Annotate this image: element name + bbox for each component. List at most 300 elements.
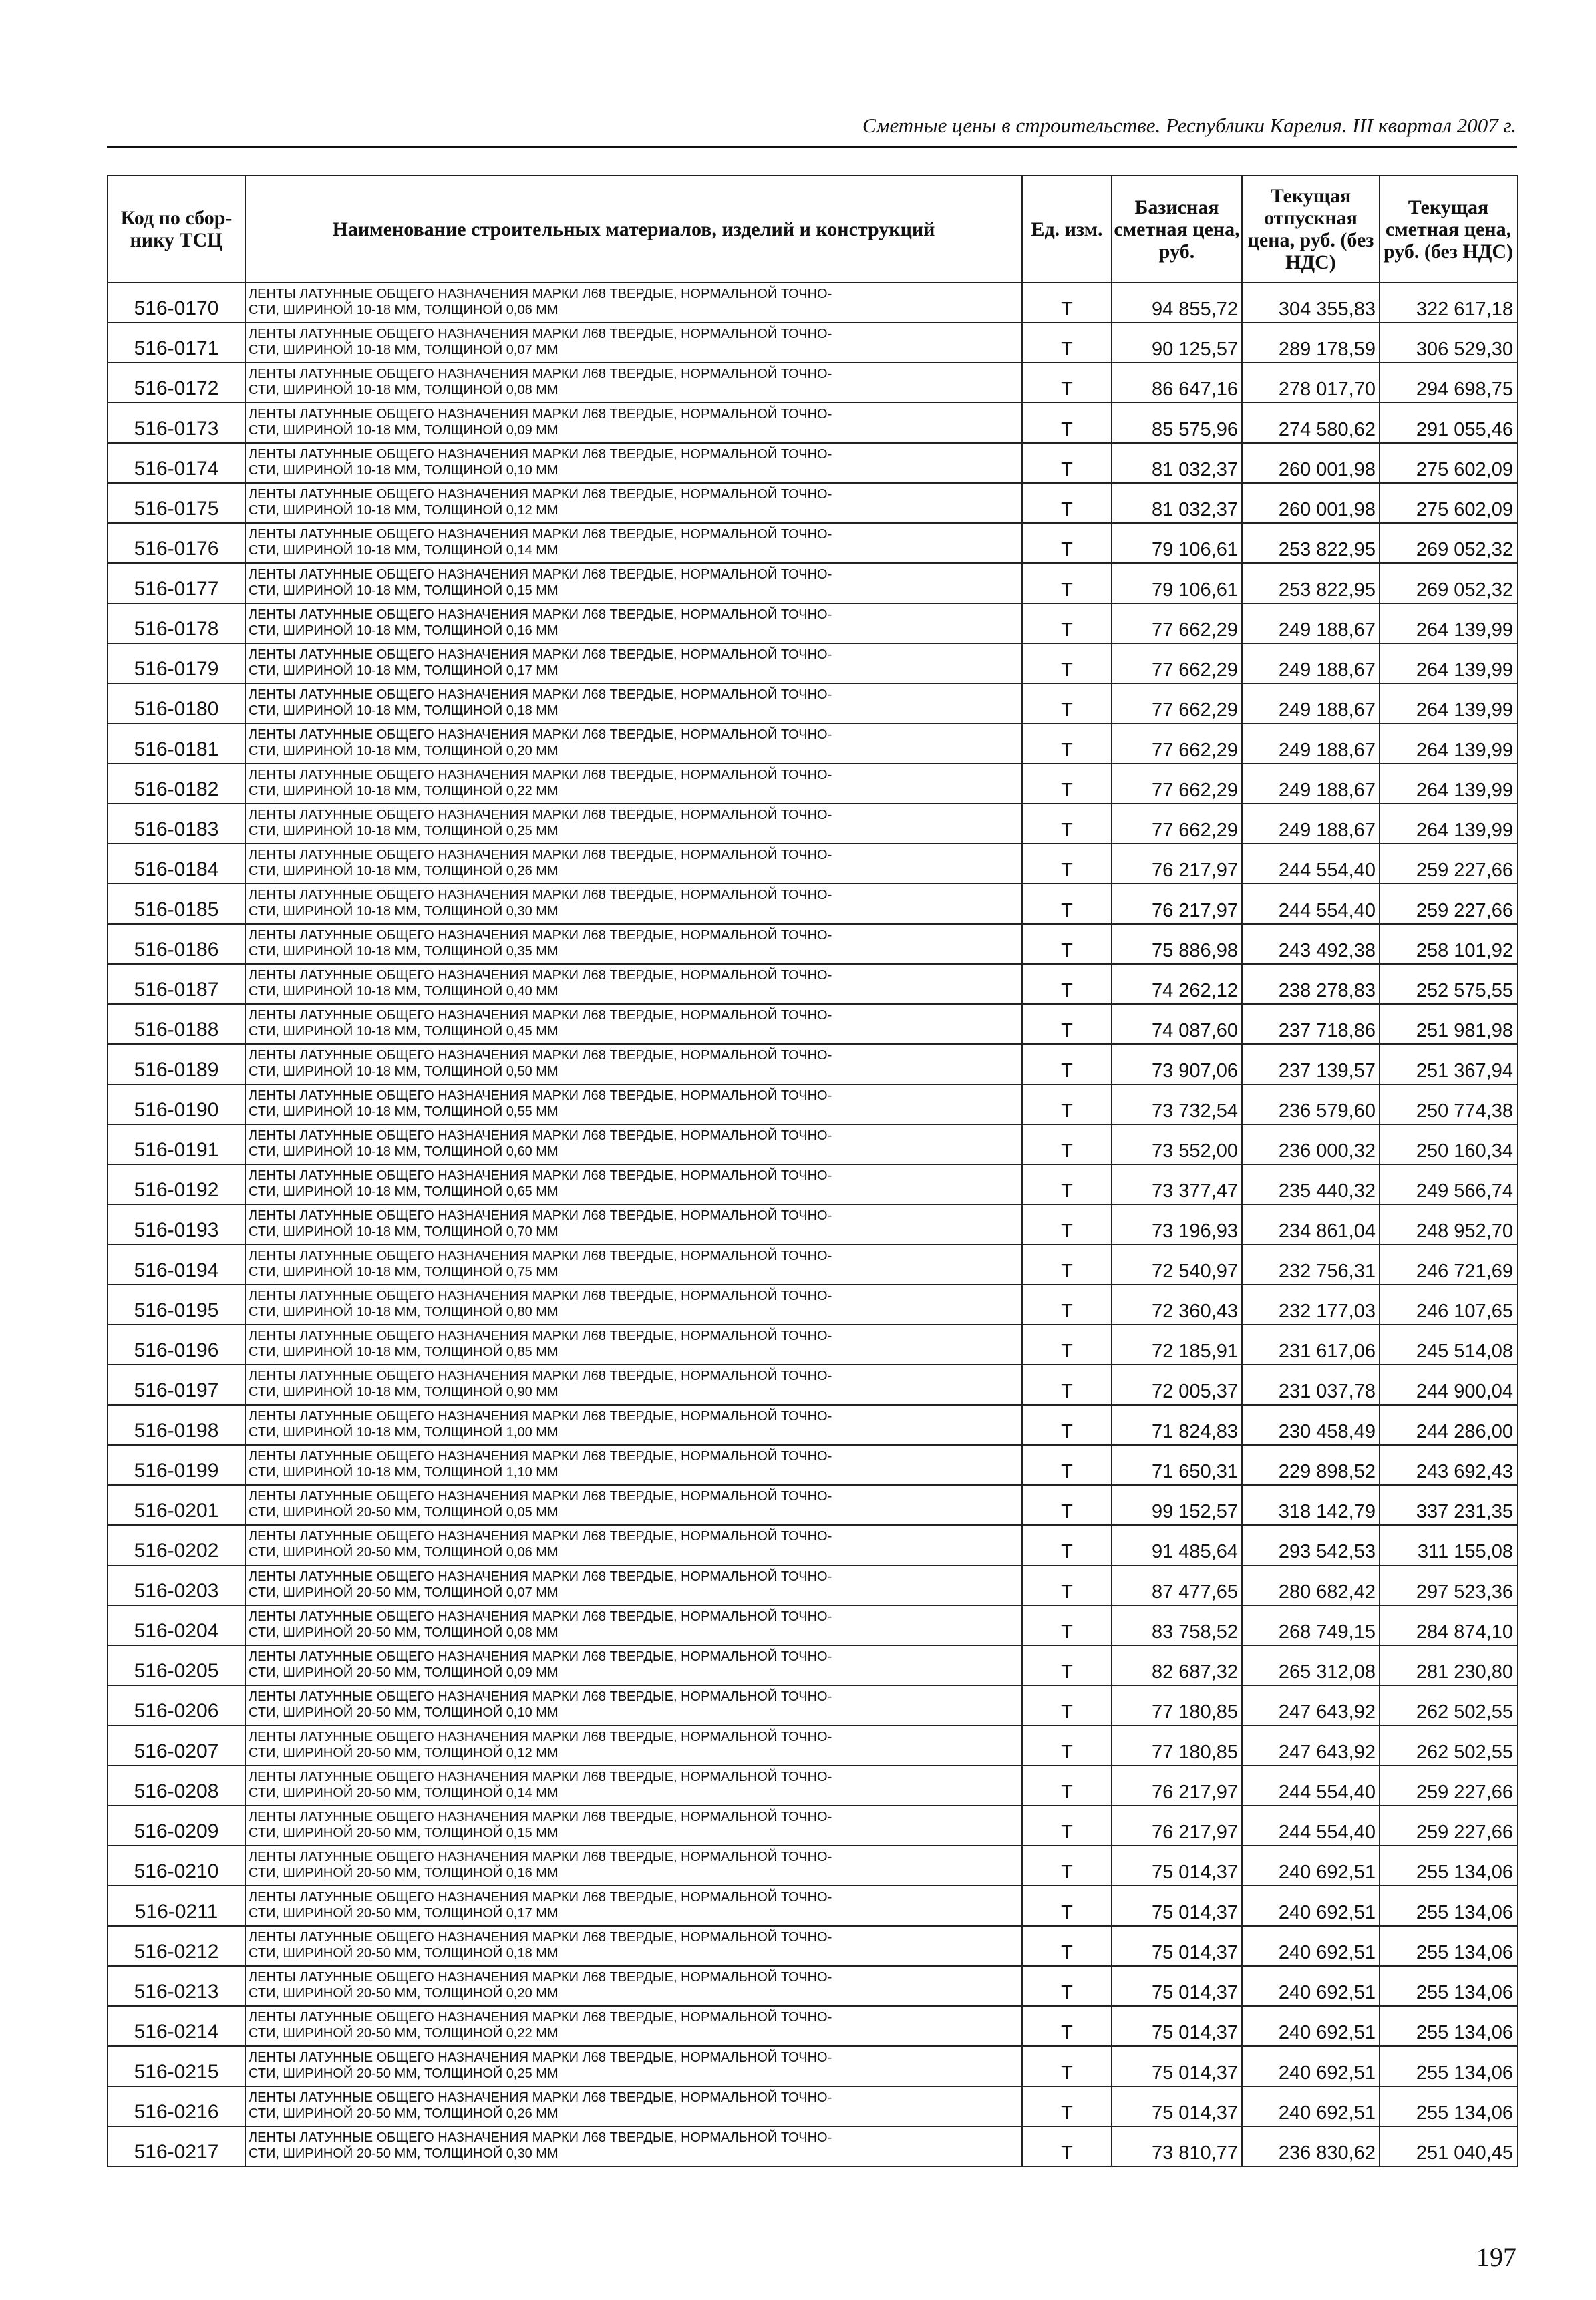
table-row bbox=[108, 443, 1517, 483]
cell-unit: Т bbox=[1022, 1806, 1112, 1846]
table-row bbox=[108, 1164, 1517, 1204]
cell-release-price: 249 188,67 bbox=[1242, 603, 1380, 643]
cell-name bbox=[245, 1405, 1022, 1445]
price-table bbox=[107, 175, 1518, 2167]
cell-base-price: 76 217,97 bbox=[1112, 844, 1242, 884]
table-row bbox=[108, 1285, 1517, 1325]
cell-name bbox=[245, 363, 1022, 403]
cell-base-price: 75 014,37 bbox=[1112, 1886, 1242, 1926]
table-row bbox=[108, 1886, 1517, 1926]
cell-estimate-price: 264 139,99 bbox=[1380, 683, 1517, 723]
table-row bbox=[108, 2046, 1517, 2086]
cell-name-line1: ЛЕНТЫ ЛАТУННЫЕ ОБЩЕГО НАЗНАЧЕНИЯ МАРКИ Л68 ТВЕРДЫЕ, НОРМАЛЬНОЙ ТОЧНО- bbox=[249, 486, 832, 502]
table-header-row bbox=[108, 176, 1517, 283]
table-row bbox=[108, 1966, 1517, 2006]
cell-code: 516-0191 bbox=[108, 1124, 245, 1164]
table-row bbox=[108, 1645, 1517, 1685]
cell-release-price: 240 692,51 bbox=[1242, 2006, 1380, 2046]
cell-name-line2: СТИ, ШИРИНОЙ 20-50 ММ, ТОЛЩИНОЙ 0,17 ММ bbox=[249, 1905, 558, 1921]
cell-name-line2: СТИ, ШИРИНОЙ 10-18 ММ, ТОЛЩИНОЙ 0,40 ММ bbox=[249, 983, 558, 999]
table-row bbox=[108, 1926, 1517, 1966]
cell-base-price: 79 106,61 bbox=[1112, 523, 1242, 563]
cell-code: 516-0181 bbox=[108, 723, 245, 764]
cell-name bbox=[245, 1525, 1022, 1565]
cell-release-price: 260 001,98 bbox=[1242, 483, 1380, 523]
cell-code: 516-0175 bbox=[108, 483, 245, 523]
cell-estimate-price: 243 692,43 bbox=[1380, 1445, 1517, 1485]
cell-base-price: 73 552,00 bbox=[1112, 1124, 1242, 1164]
cell-name bbox=[245, 643, 1022, 683]
cell-name bbox=[245, 323, 1022, 363]
cell-release-price: 236 000,32 bbox=[1242, 1124, 1380, 1164]
cell-release-price: 238 278,83 bbox=[1242, 964, 1380, 1004]
cell-estimate-price: 275 602,09 bbox=[1380, 443, 1517, 483]
cell-code: 516-0210 bbox=[108, 1846, 245, 1886]
cell-name-line2: СТИ, ШИРИНОЙ 20-50 ММ, ТОЛЩИНОЙ 0,07 ММ bbox=[249, 1585, 558, 1600]
cell-name-line2: СТИ, ШИРИНОЙ 10-18 ММ, ТОЛЩИНОЙ 0,26 ММ bbox=[249, 863, 558, 878]
cell-estimate-price: 259 227,66 bbox=[1380, 884, 1517, 924]
cell-base-price: 87 477,65 bbox=[1112, 1565, 1242, 1605]
cell-name bbox=[245, 1124, 1022, 1164]
cell-name bbox=[245, 1605, 1022, 1645]
cell-unit: Т bbox=[1022, 1285, 1112, 1325]
table-row bbox=[108, 1525, 1517, 1565]
table-row bbox=[108, 1004, 1517, 1044]
cell-name-line2: СТИ, ШИРИНОЙ 20-50 ММ, ТОЛЩИНОЙ 0,08 ММ bbox=[249, 1625, 558, 1640]
table-row bbox=[108, 323, 1517, 363]
cell-unit: Т bbox=[1022, 443, 1112, 483]
cell-name-line1: ЛЕНТЫ ЛАТУННЫЕ ОБЩЕГО НАЗНАЧЕНИЯ МАРКИ Л68 ТВЕРДЫЕ, НОРМАЛЬНОЙ ТОЧНО- bbox=[249, 1769, 832, 1784]
cell-estimate-price: 262 502,55 bbox=[1380, 1726, 1517, 1766]
cell-code: 516-0207 bbox=[108, 1726, 245, 1766]
cell-name bbox=[245, 1645, 1022, 1685]
cell-name bbox=[245, 563, 1022, 603]
cell-unit: Т bbox=[1022, 1004, 1112, 1044]
cell-code: 516-0202 bbox=[108, 1525, 245, 1565]
cell-name bbox=[245, 1285, 1022, 1325]
cell-name bbox=[245, 1164, 1022, 1204]
cell-code: 516-0183 bbox=[108, 804, 245, 844]
cell-unit: Т bbox=[1022, 844, 1112, 884]
cell-name-line1: ЛЕНТЫ ЛАТУННЫЕ ОБЩЕГО НАЗНАЧЕНИЯ МАРКИ Л68 ТВЕРДЫЕ, НОРМАЛЬНОЙ ТОЧНО- bbox=[249, 446, 832, 462]
cell-estimate-price: 264 139,99 bbox=[1380, 764, 1517, 804]
cell-estimate-price: 250 160,34 bbox=[1380, 1124, 1517, 1164]
cell-code: 516-0179 bbox=[108, 643, 245, 683]
column-header-code: Код по сбор-нику ТСЦ bbox=[108, 176, 245, 283]
cell-estimate-price: 255 134,06 bbox=[1380, 1886, 1517, 1926]
cell-name-line2: СТИ, ШИРИНОЙ 10-18 ММ, ТОЛЩИНОЙ 1,00 ММ bbox=[249, 1424, 558, 1440]
cell-name bbox=[245, 1926, 1022, 1966]
cell-unit: Т bbox=[1022, 764, 1112, 804]
cell-name bbox=[245, 1084, 1022, 1124]
cell-name bbox=[245, 723, 1022, 764]
cell-name-line1: ЛЕНТЫ ЛАТУННЫЕ ОБЩЕГО НАЗНАЧЕНИЯ МАРКИ Л68 ТВЕРДЫЕ, НОРМАЛЬНОЙ ТОЧНО- bbox=[249, 1609, 832, 1624]
cell-estimate-price: 244 900,04 bbox=[1380, 1365, 1517, 1405]
cell-name-line1: ЛЕНТЫ ЛАТУННЫЕ ОБЩЕГО НАЗНАЧЕНИЯ МАРКИ Л68 ТВЕРДЫЕ, НОРМАЛЬНОЙ ТОЧНО- bbox=[249, 1569, 832, 1584]
cell-release-price: 318 142,79 bbox=[1242, 1485, 1380, 1525]
cell-estimate-price: 264 139,99 bbox=[1380, 603, 1517, 643]
cell-name-line2: СТИ, ШИРИНОЙ 10-18 ММ, ТОЛЩИНОЙ 0,15 ММ bbox=[249, 583, 558, 598]
cell-name-line1: ЛЕНТЫ ЛАТУННЫЕ ОБЩЕГО НАЗНАЧЕНИЯ МАРКИ Л68 ТВЕРДЫЕ, НОРМАЛЬНОЙ ТОЧНО- bbox=[249, 566, 832, 582]
cell-name bbox=[245, 1886, 1022, 1926]
cell-estimate-price: 249 566,74 bbox=[1380, 1164, 1517, 1204]
cell-name-line1: ЛЕНТЫ ЛАТУННЫЕ ОБЩЕГО НАЗНАЧЕНИЯ МАРКИ Л68 ТВЕРДЫЕ, НОРМАЛЬНОЙ ТОЧНО- bbox=[249, 1969, 832, 1985]
cell-estimate-price: 246 721,69 bbox=[1380, 1245, 1517, 1285]
cell-name-line2: СТИ, ШИРИНОЙ 10-18 ММ, ТОЛЩИНОЙ 0,85 ММ bbox=[249, 1344, 558, 1359]
cell-name bbox=[245, 523, 1022, 563]
table-row bbox=[108, 1245, 1517, 1285]
cell-code: 516-0197 bbox=[108, 1365, 245, 1405]
cell-name bbox=[245, 683, 1022, 723]
cell-estimate-price: 306 529,30 bbox=[1380, 323, 1517, 363]
cell-name-line2: СТИ, ШИРИНОЙ 10-18 ММ, ТОЛЩИНОЙ 0,16 ММ bbox=[249, 623, 558, 638]
cell-estimate-price: 311 155,08 bbox=[1380, 1525, 1517, 1565]
cell-release-price: 249 188,67 bbox=[1242, 764, 1380, 804]
cell-code: 516-0180 bbox=[108, 683, 245, 723]
cell-name bbox=[245, 1726, 1022, 1766]
cell-estimate-price: 255 134,06 bbox=[1380, 1846, 1517, 1886]
table-row bbox=[108, 1685, 1517, 1726]
cell-release-price: 235 440,32 bbox=[1242, 1164, 1380, 1204]
cell-estimate-price: 255 134,06 bbox=[1380, 2006, 1517, 2046]
cell-code: 516-0212 bbox=[108, 1926, 245, 1966]
cell-name-line1: ЛЕНТЫ ЛАТУННЫЕ ОБЩЕГО НАЗНАЧЕНИЯ МАРКИ Л68 ТВЕРДЫЕ, НОРМАЛЬНОЙ ТОЧНО- bbox=[249, 1448, 832, 1464]
cell-name-line1: ЛЕНТЫ ЛАТУННЫЕ ОБЩЕГО НАЗНАЧЕНИЯ МАРКИ Л68 ТВЕРДЫЕ, НОРМАЛЬНОЙ ТОЧНО- bbox=[249, 1328, 832, 1343]
cell-unit: Т bbox=[1022, 1445, 1112, 1485]
cell-name-line2: СТИ, ШИРИНОЙ 20-50 ММ, ТОЛЩИНОЙ 0,25 ММ bbox=[249, 2066, 558, 2081]
cell-code: 516-0172 bbox=[108, 363, 245, 403]
cell-name-line2: СТИ, ШИРИНОЙ 20-50 ММ, ТОЛЩИНОЙ 0,05 ММ bbox=[249, 1504, 558, 1520]
cell-name bbox=[245, 1966, 1022, 2006]
cell-code: 516-0192 bbox=[108, 1164, 245, 1204]
cell-name-line2: СТИ, ШИРИНОЙ 20-50 ММ, ТОЛЩИНОЙ 0,14 ММ bbox=[249, 1785, 558, 1800]
cell-name-line1: ЛЕНТЫ ЛАТУННЫЕ ОБЩЕГО НАЗНАЧЕНИЯ МАРКИ Л68 ТВЕРДЫЕ, НОРМАЛЬНОЙ ТОЧНО- bbox=[249, 2049, 832, 2065]
cell-release-price: 280 682,42 bbox=[1242, 1565, 1380, 1605]
cell-name-line2: СТИ, ШИРИНОЙ 20-50 ММ, ТОЛЩИНОЙ 0,10 ММ bbox=[249, 1705, 558, 1720]
cell-name-line1: ЛЕНТЫ ЛАТУННЫЕ ОБЩЕГО НАЗНАЧЕНИЯ МАРКИ Л68 ТВЕРДЫЕ, НОРМАЛЬНОЙ ТОЧНО- bbox=[249, 647, 832, 662]
cell-name bbox=[245, 1685, 1022, 1726]
cell-release-price: 268 749,15 bbox=[1242, 1605, 1380, 1645]
cell-estimate-price: 255 134,06 bbox=[1380, 2086, 1517, 2126]
cell-base-price: 71 824,83 bbox=[1112, 1405, 1242, 1445]
cell-code: 516-0173 bbox=[108, 403, 245, 443]
cell-name-line2: СТИ, ШИРИНОЙ 20-50 ММ, ТОЛЩИНОЙ 0,06 ММ bbox=[249, 1544, 558, 1560]
cell-code: 516-0194 bbox=[108, 1245, 245, 1285]
cell-name-line2: СТИ, ШИРИНОЙ 10-18 ММ, ТОЛЩИНОЙ 0,70 ММ bbox=[249, 1224, 558, 1239]
cell-name bbox=[245, 283, 1022, 323]
cell-unit: Т bbox=[1022, 323, 1112, 363]
cell-name-line2: СТИ, ШИРИНОЙ 20-50 ММ, ТОЛЩИНОЙ 0,26 ММ bbox=[249, 2106, 558, 2121]
cell-unit: Т bbox=[1022, 1245, 1112, 1285]
table-row bbox=[108, 1445, 1517, 1485]
cell-name-line1: ЛЕНТЫ ЛАТУННЫЕ ОБЩЕГО НАЗНАЧЕНИЯ МАРКИ Л68 ТВЕРДЫЕ, НОРМАЛЬНОЙ ТОЧНО- bbox=[249, 2009, 832, 2025]
cell-unit: Т bbox=[1022, 1325, 1112, 1365]
cell-code: 516-0208 bbox=[108, 1766, 245, 1806]
cell-release-price: 236 830,62 bbox=[1242, 2126, 1380, 2166]
cell-name-line2: СТИ, ШИРИНОЙ 10-18 ММ, ТОЛЩИНОЙ 0,35 ММ bbox=[249, 943, 558, 959]
cell-code: 516-0170 bbox=[108, 283, 245, 323]
table-row bbox=[108, 1124, 1517, 1164]
cell-estimate-price: 248 952,70 bbox=[1380, 1204, 1517, 1245]
cell-unit: Т bbox=[1022, 964, 1112, 1004]
cell-unit: Т bbox=[1022, 1645, 1112, 1685]
cell-name-line1: ЛЕНТЫ ЛАТУННЫЕ ОБЩЕГО НАЗНАЧЕНИЯ МАРКИ Л68 ТВЕРДЫЕ, НОРМАЛЬНОЙ ТОЧНО- bbox=[249, 2130, 832, 2145]
cell-name bbox=[245, 804, 1022, 844]
cell-base-price: 75 014,37 bbox=[1112, 1846, 1242, 1886]
cell-estimate-price: 281 230,80 bbox=[1380, 1645, 1517, 1685]
cell-estimate-price: 251 040,45 bbox=[1380, 2126, 1517, 2166]
cell-base-price: 73 732,54 bbox=[1112, 1084, 1242, 1124]
cell-release-price: 240 692,51 bbox=[1242, 2046, 1380, 2086]
cell-release-price: 244 554,40 bbox=[1242, 884, 1380, 924]
cell-release-price: 244 554,40 bbox=[1242, 844, 1380, 884]
cell-estimate-price: 250 774,38 bbox=[1380, 1084, 1517, 1124]
cell-code: 516-0177 bbox=[108, 563, 245, 603]
cell-estimate-price: 262 502,55 bbox=[1380, 1685, 1517, 1726]
cell-name-line1: ЛЕНТЫ ЛАТУННЫЕ ОБЩЕГО НАЗНАЧЕНИЯ МАРКИ Л68 ТВЕРДЫЕ, НОРМАЛЬНОЙ ТОЧНО- bbox=[249, 326, 832, 341]
cell-unit: Т bbox=[1022, 1846, 1112, 1886]
cell-name-line1: ЛЕНТЫ ЛАТУННЫЕ ОБЩЕГО НАЗНАЧЕНИЯ МАРКИ Л68 ТВЕРДЫЕ, НОРМАЛЬНОЙ ТОЧНО- bbox=[249, 1528, 832, 1544]
cell-name-line2: СТИ, ШИРИНОЙ 10-18 ММ, ТОЛЩИНОЙ 0,75 ММ bbox=[249, 1264, 558, 1279]
cell-name-line1: ЛЕНТЫ ЛАТУННЫЕ ОБЩЕГО НАЗНАЧЕНИЯ МАРКИ Л68 ТВЕРДЫЕ, НОРМАЛЬНОЙ ТОЧНО- bbox=[249, 1168, 832, 1183]
cell-name-line2: СТИ, ШИРИНОЙ 10-18 ММ, ТОЛЩИНОЙ 0,30 ММ bbox=[249, 903, 558, 919]
cell-name-line2: СТИ, ШИРИНОЙ 10-18 ММ, ТОЛЩИНОЙ 0,60 ММ bbox=[249, 1144, 558, 1159]
cell-unit: Т bbox=[1022, 884, 1112, 924]
cell-base-price: 71 650,31 bbox=[1112, 1445, 1242, 1485]
cell-unit: Т bbox=[1022, 2006, 1112, 2046]
cell-name-line1: ЛЕНТЫ ЛАТУННЫЕ ОБЩЕГО НАЗНАЧЕНИЯ МАРКИ Л68 ТВЕРДЫЕ, НОРМАЛЬНОЙ ТОЧНО- bbox=[249, 1248, 832, 1263]
cell-estimate-price: 251 367,94 bbox=[1380, 1044, 1517, 1084]
cell-unit: Т bbox=[1022, 363, 1112, 403]
cell-name bbox=[245, 1365, 1022, 1405]
cell-unit: Т bbox=[1022, 683, 1112, 723]
cell-estimate-price: 337 231,35 bbox=[1380, 1485, 1517, 1525]
cell-base-price: 99 152,57 bbox=[1112, 1485, 1242, 1525]
cell-release-price: 232 177,03 bbox=[1242, 1285, 1380, 1325]
cell-name-line2: СТИ, ШИРИНОЙ 10-18 ММ, ТОЛЩИНОЙ 0,10 ММ bbox=[249, 462, 558, 478]
table-row bbox=[108, 1726, 1517, 1766]
cell-code: 516-0211 bbox=[108, 1886, 245, 1926]
cell-name bbox=[245, 1445, 1022, 1485]
cell-name bbox=[245, 764, 1022, 804]
cell-name bbox=[245, 1846, 1022, 1886]
cell-unit: Т bbox=[1022, 1685, 1112, 1726]
cell-base-price: 74 087,60 bbox=[1112, 1004, 1242, 1044]
cell-base-price: 91 485,64 bbox=[1112, 1525, 1242, 1565]
cell-release-price: 237 139,57 bbox=[1242, 1044, 1380, 1084]
cell-name-line1: ЛЕНТЫ ЛАТУННЫЕ ОБЩЕГО НАЗНАЧЕНИЯ МАРКИ Л68 ТВЕРДЫЕ, НОРМАЛЬНОЙ ТОЧНО- bbox=[249, 1809, 832, 1824]
cell-name bbox=[245, 403, 1022, 443]
cell-base-price: 77 180,85 bbox=[1112, 1726, 1242, 1766]
table-row bbox=[108, 804, 1517, 844]
cell-name-line1: ЛЕНТЫ ЛАТУННЫЕ ОБЩЕГО НАЗНАЧЕНИЯ МАРКИ Л68 ТВЕРДЫЕ, НОРМАЛЬНОЙ ТОЧНО- bbox=[249, 1088, 832, 1103]
cell-code: 516-0214 bbox=[108, 2006, 245, 2046]
table-row bbox=[108, 2006, 1517, 2046]
cell-name-line2: СТИ, ШИРИНОЙ 20-50 ММ, ТОЛЩИНОЙ 0,16 ММ bbox=[249, 1865, 558, 1880]
cell-unit: Т bbox=[1022, 563, 1112, 603]
cell-name-line1: ЛЕНТЫ ЛАТУННЫЕ ОБЩЕГО НАЗНАЧЕНИЯ МАРКИ Л68 ТВЕРДЫЕ, НОРМАЛЬНОЙ ТОЧНО- bbox=[249, 887, 832, 902]
table-row bbox=[108, 1365, 1517, 1405]
column-header-base-price: Базисная сметная цена, руб. bbox=[1112, 176, 1242, 283]
table-row bbox=[108, 1565, 1517, 1605]
cell-name-line2: СТИ, ШИРИНОЙ 20-50 ММ, ТОЛЩИНОЙ 0,30 ММ bbox=[249, 2146, 558, 2161]
cell-code: 516-0182 bbox=[108, 764, 245, 804]
cell-name-line1: ЛЕНТЫ ЛАТУННЫЕ ОБЩЕГО НАЗНАЧЕНИЯ МАРКИ Л68 ТВЕРДЫЕ, НОРМАЛЬНОЙ ТОЧНО- bbox=[249, 727, 832, 742]
cell-name-line1: ЛЕНТЫ ЛАТУННЫЕ ОБЩЕГО НАЗНАЧЕНИЯ МАРКИ Л68 ТВЕРДЫЕ, НОРМАЛЬНОЙ ТОЧНО- bbox=[249, 286, 832, 301]
cell-name bbox=[245, 1204, 1022, 1245]
cell-unit: Т bbox=[1022, 403, 1112, 443]
table-row bbox=[108, 683, 1517, 723]
table-row bbox=[108, 2086, 1517, 2126]
cell-name bbox=[245, 1565, 1022, 1605]
cell-estimate-price: 259 227,66 bbox=[1380, 1806, 1517, 1846]
cell-release-price: 260 001,98 bbox=[1242, 443, 1380, 483]
cell-base-price: 77 662,29 bbox=[1112, 683, 1242, 723]
cell-unit: Т bbox=[1022, 2046, 1112, 2086]
cell-base-price: 73 196,93 bbox=[1112, 1204, 1242, 1245]
cell-code: 516-0184 bbox=[108, 844, 245, 884]
cell-name bbox=[245, 1485, 1022, 1525]
cell-release-price: 240 692,51 bbox=[1242, 1926, 1380, 1966]
table-row bbox=[108, 563, 1517, 603]
cell-name-line1: ЛЕНТЫ ЛАТУННЫЕ ОБЩЕГО НАЗНАЧЕНИЯ МАРКИ Л68 ТВЕРДЫЕ, НОРМАЛЬНОЙ ТОЧНО- bbox=[249, 1849, 832, 1864]
cell-estimate-price: 297 523,36 bbox=[1380, 1565, 1517, 1605]
cell-unit: Т bbox=[1022, 603, 1112, 643]
cell-name bbox=[245, 1004, 1022, 1044]
cell-name-line2: СТИ, ШИРИНОЙ 20-50 ММ, ТОЛЩИНОЙ 0,22 ММ bbox=[249, 2025, 558, 2041]
cell-code: 516-0196 bbox=[108, 1325, 245, 1365]
cell-name-line2: СТИ, ШИРИНОЙ 10-18 ММ, ТОЛЩИНОЙ 0,55 ММ bbox=[249, 1104, 558, 1119]
cell-base-price: 86 647,16 bbox=[1112, 363, 1242, 403]
cell-unit: Т bbox=[1022, 643, 1112, 683]
cell-base-price: 72 185,91 bbox=[1112, 1325, 1242, 1365]
table-row bbox=[108, 1766, 1517, 1806]
cell-release-price: 237 718,86 bbox=[1242, 1004, 1380, 1044]
cell-name-line1: ЛЕНТЫ ЛАТУННЫЕ ОБЩЕГО НАЗНАЧЕНИЯ МАРКИ Л68 ТВЕРДЫЕ, НОРМАЛЬНОЙ ТОЧНО- bbox=[249, 1889, 832, 1905]
cell-base-price: 83 758,52 bbox=[1112, 1605, 1242, 1645]
cell-name-line2: СТИ, ШИРИНОЙ 10-18 ММ, ТОЛЩИНОЙ 0,07 ММ bbox=[249, 342, 558, 357]
cell-estimate-price: 251 981,98 bbox=[1380, 1004, 1517, 1044]
cell-base-price: 81 032,37 bbox=[1112, 443, 1242, 483]
cell-release-price: 230 458,49 bbox=[1242, 1405, 1380, 1445]
cell-code: 516-0187 bbox=[108, 964, 245, 1004]
cell-release-price: 278 017,70 bbox=[1242, 363, 1380, 403]
cell-base-price: 82 687,32 bbox=[1112, 1645, 1242, 1685]
cell-name-line2: СТИ, ШИРИНОЙ 10-18 ММ, ТОЛЩИНОЙ 0,20 ММ bbox=[249, 743, 558, 758]
cell-estimate-price: 291 055,46 bbox=[1380, 403, 1517, 443]
table-body bbox=[108, 283, 1517, 2166]
cell-code: 516-0216 bbox=[108, 2086, 245, 2126]
cell-name bbox=[245, 1245, 1022, 1285]
cell-base-price: 77 662,29 bbox=[1112, 643, 1242, 683]
cell-name-line1: ЛЕНТЫ ЛАТУННЫЕ ОБЩЕГО НАЗНАЧЕНИЯ МАРКИ Л68 ТВЕРДЫЕ, НОРМАЛЬНОЙ ТОЧНО- bbox=[249, 1929, 832, 1945]
cell-name-line2: СТИ, ШИРИНОЙ 10-18 ММ, ТОЛЩИНОЙ 1,10 ММ bbox=[249, 1464, 558, 1480]
cell-estimate-price: 264 139,99 bbox=[1380, 804, 1517, 844]
cell-unit: Т bbox=[1022, 283, 1112, 323]
cell-name-line2: СТИ, ШИРИНОЙ 10-18 ММ, ТОЛЩИНОЙ 0,65 ММ bbox=[249, 1184, 558, 1199]
cell-name-line1: ЛЕНТЫ ЛАТУННЫЕ ОБЩЕГО НАЗНАЧЕНИЯ МАРКИ Л68 ТВЕРДЫЕ, НОРМАЛЬНОЙ ТОЧНО- bbox=[249, 807, 832, 822]
header-rule bbox=[107, 146, 1517, 148]
cell-release-price: 244 554,40 bbox=[1242, 1766, 1380, 1806]
cell-name-line2: СТИ, ШИРИНОЙ 10-18 ММ, ТОЛЩИНОЙ 0,22 ММ bbox=[249, 783, 558, 798]
cell-unit: Т bbox=[1022, 1405, 1112, 1445]
cell-name-line1: ЛЕНТЫ ЛАТУННЫЕ ОБЩЕГО НАЗНАЧЕНИЯ МАРКИ Л68 ТВЕРДЫЕ, НОРМАЛЬНОЙ ТОЧНО- bbox=[249, 767, 832, 782]
cell-estimate-price: 246 107,65 bbox=[1380, 1285, 1517, 1325]
cell-release-price: 240 692,51 bbox=[1242, 1886, 1380, 1926]
cell-code: 516-0178 bbox=[108, 603, 245, 643]
cell-release-price: 229 898,52 bbox=[1242, 1445, 1380, 1485]
cell-name-line1: ЛЕНТЫ ЛАТУННЫЕ ОБЩЕГО НАЗНАЧЕНИЯ МАРКИ Л68 ТВЕРДЫЕ, НОРМАЛЬНОЙ ТОЧНО- bbox=[249, 927, 832, 943]
cell-name-line1: ЛЕНТЫ ЛАТУННЫЕ ОБЩЕГО НАЗНАЧЕНИЯ МАРКИ Л68 ТВЕРДЫЕ, НОРМАЛЬНОЙ ТОЧНО- bbox=[249, 1368, 832, 1383]
cell-name-line2: СТИ, ШИРИНОЙ 20-50 ММ, ТОЛЩИНОЙ 0,15 ММ bbox=[249, 1825, 558, 1840]
cell-estimate-price: 258 101,92 bbox=[1380, 924, 1517, 964]
cell-base-price: 75 014,37 bbox=[1112, 1926, 1242, 1966]
cell-name-line1: ЛЕНТЫ ЛАТУННЫЕ ОБЩЕГО НАЗНАЧЕНИЯ МАРКИ Л68 ТВЕРДЫЕ, НОРМАЛЬНОЙ ТОЧНО- bbox=[249, 1408, 832, 1424]
cell-name bbox=[245, 1766, 1022, 1806]
cell-base-price: 79 106,61 bbox=[1112, 563, 1242, 603]
cell-code: 516-0174 bbox=[108, 443, 245, 483]
cell-base-price: 76 217,97 bbox=[1112, 884, 1242, 924]
table-row bbox=[108, 1485, 1517, 1525]
cell-code: 516-0201 bbox=[108, 1485, 245, 1525]
cell-unit: Т bbox=[1022, 1124, 1112, 1164]
cell-code: 516-0204 bbox=[108, 1605, 245, 1645]
cell-release-price: 231 037,78 bbox=[1242, 1365, 1380, 1405]
table-row bbox=[108, 1846, 1517, 1886]
cell-estimate-price: 275 602,09 bbox=[1380, 483, 1517, 523]
table-row bbox=[108, 924, 1517, 964]
cell-estimate-price: 255 134,06 bbox=[1380, 1966, 1517, 2006]
cell-release-price: 253 822,95 bbox=[1242, 563, 1380, 603]
table-row bbox=[108, 1806, 1517, 1846]
cell-name-line2: СТИ, ШИРИНОЙ 10-18 ММ, ТОЛЩИНОЙ 0,80 ММ bbox=[249, 1304, 558, 1319]
cell-estimate-price: 284 874,10 bbox=[1380, 1605, 1517, 1645]
cell-code: 516-0199 bbox=[108, 1445, 245, 1485]
cell-name-line1: ЛЕНТЫ ЛАТУННЫЕ ОБЩЕГО НАЗНАЧЕНИЯ МАРКИ Л68 ТВЕРДЫЕ, НОРМАЛЬНОЙ ТОЧНО- bbox=[249, 2090, 832, 2105]
cell-code: 516-0209 bbox=[108, 1806, 245, 1846]
cell-base-price: 81 032,37 bbox=[1112, 483, 1242, 523]
cell-release-price: 244 554,40 bbox=[1242, 1806, 1380, 1846]
cell-unit: Т bbox=[1022, 523, 1112, 563]
table-row bbox=[108, 1405, 1517, 1445]
cell-base-price: 77 180,85 bbox=[1112, 1685, 1242, 1726]
cell-estimate-price: 294 698,75 bbox=[1380, 363, 1517, 403]
cell-code: 516-0189 bbox=[108, 1044, 245, 1084]
cell-unit: Т bbox=[1022, 1565, 1112, 1605]
table-row bbox=[108, 403, 1517, 443]
table-row bbox=[108, 844, 1517, 884]
cell-name-line1: ЛЕНТЫ ЛАТУННЫЕ ОБЩЕГО НАЗНАЧЕНИЯ МАРКИ Л68 ТВЕРДЫЕ, НОРМАЛЬНОЙ ТОЧНО- bbox=[249, 847, 832, 862]
cell-estimate-price: 269 052,32 bbox=[1380, 563, 1517, 603]
cell-name-line2: СТИ, ШИРИНОЙ 10-18 ММ, ТОЛЩИНОЙ 0,50 ММ bbox=[249, 1063, 558, 1079]
cell-name-line2: СТИ, ШИРИНОЙ 10-18 ММ, ТОЛЩИНОЙ 0,09 ММ bbox=[249, 422, 558, 438]
cell-name bbox=[245, 1044, 1022, 1084]
cell-release-price: 247 643,92 bbox=[1242, 1685, 1380, 1726]
cell-unit: Т bbox=[1022, 1525, 1112, 1565]
cell-unit: Т bbox=[1022, 1926, 1112, 1966]
cell-name-line1: ЛЕНТЫ ЛАТУННЫЕ ОБЩЕГО НАЗНАЧЕНИЯ МАРКИ Л68 ТВЕРДЫЕ, НОРМАЛЬНОЙ ТОЧНО- bbox=[249, 526, 832, 542]
cell-unit: Т bbox=[1022, 1164, 1112, 1204]
cell-estimate-price: 252 575,55 bbox=[1380, 964, 1517, 1004]
cell-estimate-price: 259 227,66 bbox=[1380, 844, 1517, 884]
cell-code: 516-0213 bbox=[108, 1966, 245, 2006]
cell-base-price: 75 014,37 bbox=[1112, 2046, 1242, 2086]
cell-unit: Т bbox=[1022, 723, 1112, 764]
cell-name-line2: СТИ, ШИРИНОЙ 20-50 ММ, ТОЛЩИНОЙ 0,09 ММ bbox=[249, 1665, 558, 1680]
cell-unit: Т bbox=[1022, 1886, 1112, 1926]
table-row bbox=[108, 643, 1517, 683]
cell-release-price: 231 617,06 bbox=[1242, 1325, 1380, 1365]
